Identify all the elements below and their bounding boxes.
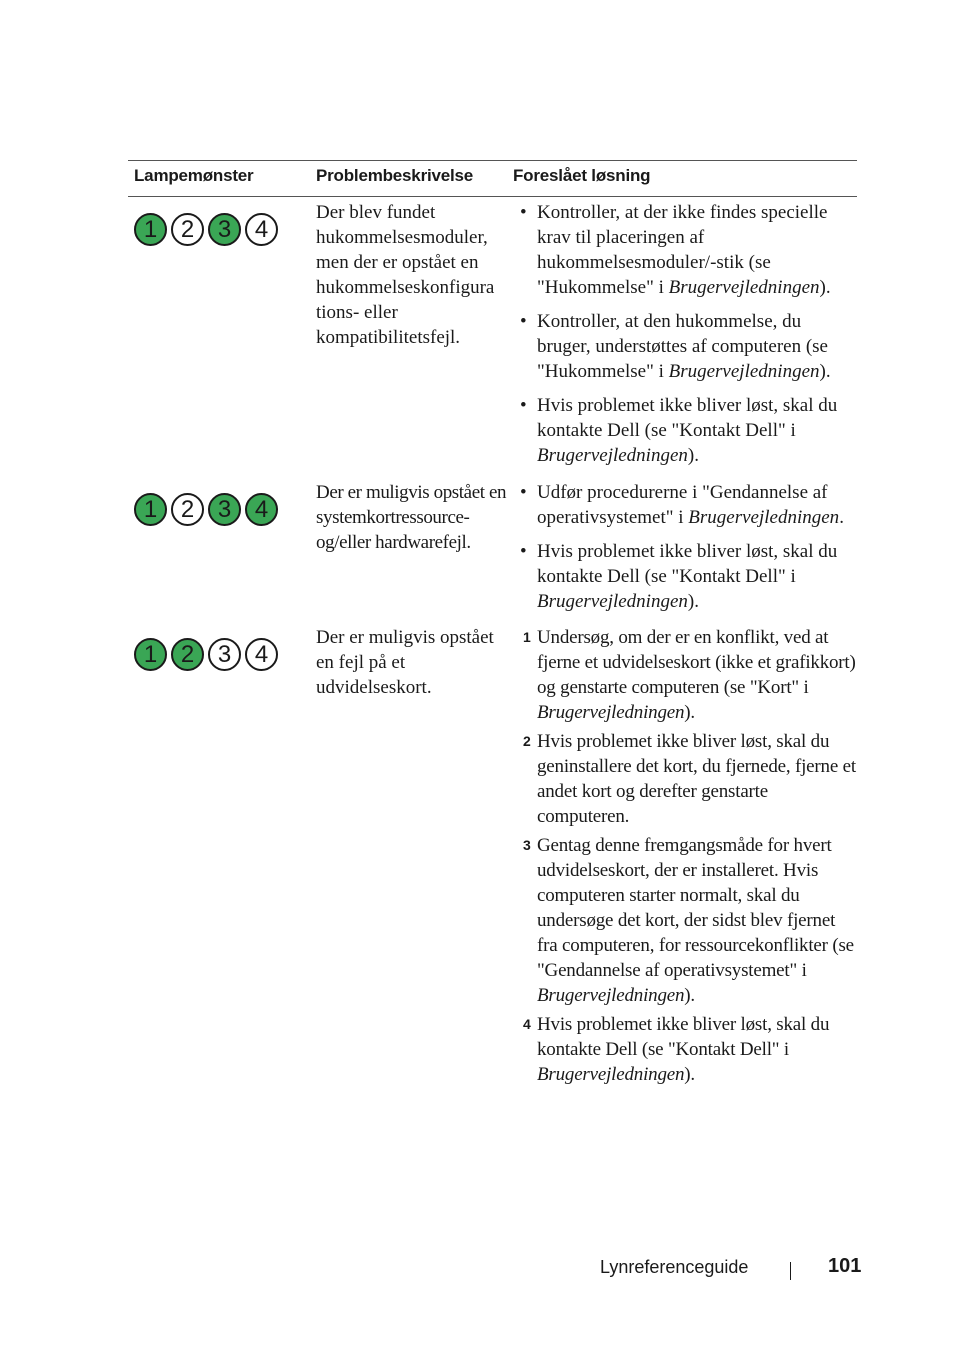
table-top-rule <box>128 160 857 161</box>
light-pattern <box>134 638 278 671</box>
diagnostic-light-2-off: 2 <box>171 213 204 246</box>
solution-text: Gentag denne fremgangsmåde for hvert udvidelseskort, der er installeret. Hvis computeren starter normalt, skal du undersøge det kort, der sidst blev fjernet fra computeren, for ressourcekonflikter (se "Gendannelse af operativsystemet" i <box>537 835 854 981</box>
user-guide-reference: Brugervejledningen <box>537 1064 685 1085</box>
bullet-item <box>513 539 859 614</box>
solution-list <box>513 625 859 1087</box>
diagnostic-light-1-on: 1 <box>134 638 167 671</box>
diagnostic-light-2-on: 2 <box>171 638 204 671</box>
header-light-pattern: Lampemønster <box>134 166 254 185</box>
solution-list <box>513 480 859 614</box>
solution-text: Kontroller, at den hukommelse, du bruger, understøttes af computeren (se "Hukommelse" i <box>537 311 828 382</box>
light-pattern <box>134 493 278 526</box>
numbered-step <box>513 625 859 725</box>
table-header-rule <box>128 196 857 197</box>
solution-list <box>513 200 859 468</box>
bullet-icon: • <box>520 202 527 223</box>
numbered-step <box>513 729 859 829</box>
diagnostic-light-4-on: 4 <box>245 493 278 526</box>
bullet-item <box>513 480 859 530</box>
problem-description: Der blev fundet hukommelsesmoduler, men der er opstået en hukommelseskonfigura tions- eller kompatibilitetsfejl. <box>316 202 495 348</box>
user-guide-reference: Brugervejledningen <box>688 507 840 528</box>
footer-guide-title: Lynreferenceguide <box>600 1257 749 1277</box>
solution-tail: ). <box>684 702 695 723</box>
user-guide-reference: Brugervejledningen <box>537 985 685 1006</box>
diagnostic-light-1-on: 1 <box>134 493 167 526</box>
solution-text: Undersøg, om der er en konflikt, ved at fjerne et udvidelseskort (ikke et grafikkort) og genstarte computeren (se "Kort" i <box>537 627 856 698</box>
bullet-item <box>513 393 859 468</box>
page-number: 101 <box>828 1255 862 1277</box>
bullet-icon: • <box>520 395 527 416</box>
step-number: 1 <box>523 629 531 645</box>
solution-text: Kontroller, at der ikke findes specielle krav til placeringen af hukommelsesmoduler/-stik (se "Hukommelse" i <box>537 202 828 298</box>
bullet-icon: • <box>520 541 527 562</box>
user-guide-reference: Brugervejledningen <box>537 702 685 723</box>
header-problem-description: Problembeskrivelse <box>316 166 474 185</box>
user-guide-reference: Brugervejledningen <box>668 277 820 298</box>
bullet-item <box>513 200 859 300</box>
bullet-icon: • <box>520 482 527 503</box>
solution-tail: ). <box>684 985 695 1006</box>
problem-description: Der er muligvis opstået en fejl på et udvidelseskort. <box>316 627 494 698</box>
diagnostic-light-2-off: 2 <box>171 493 204 526</box>
step-number: 3 <box>523 837 531 853</box>
diagnostic-light-3-on: 3 <box>208 213 241 246</box>
light-pattern <box>134 213 278 246</box>
solution-tail: . <box>839 507 844 528</box>
diagnostic-light-3-on: 3 <box>208 493 241 526</box>
diagnostic-light-4-off: 4 <box>245 638 278 671</box>
numbered-step <box>513 833 859 1008</box>
header-suggested-solution: Foreslået løsning <box>513 166 651 185</box>
solution-tail: ). <box>687 445 699 466</box>
bullet-item <box>513 309 859 384</box>
solution-text: Hvis problemet ikke bliver løst, skal du geninstallere det kort, du fjernede, fjerne et andet kort og derefter genstarte computeren. <box>537 731 856 827</box>
solution-tail: ). <box>819 277 831 298</box>
problem-description: Der er muligvis opstået en systemkortressource- og/eller hardwarefejl. <box>316 482 507 553</box>
solution-text: Hvis problemet ikke bliver løst, skal du kontakte Dell (se "Kontakt Dell" i <box>537 395 838 441</box>
diagnostic-light-1-on: 1 <box>134 213 167 246</box>
numbered-step <box>513 1012 859 1087</box>
step-number: 4 <box>523 1016 531 1032</box>
solution-text: Hvis problemet ikke bliver løst, skal du kontakte Dell (se "Kontakt Dell" i <box>537 541 838 587</box>
user-guide-reference: Brugervejledningen <box>537 445 688 466</box>
user-guide-reference: Brugervejledningen <box>668 361 820 382</box>
bullet-icon: • <box>520 311 527 332</box>
solution-text: Hvis problemet ikke bliver løst, skal du kontakte Dell (se "Kontakt Dell" i <box>537 1014 830 1060</box>
diagnostic-light-4-off: 4 <box>245 213 278 246</box>
footer-separator <box>790 1262 791 1280</box>
solution-tail: ). <box>684 1064 695 1085</box>
solution-tail: ). <box>687 591 699 612</box>
solution-text: Udfør procedurerne i "Gendannelse af operativsystemet" i <box>537 482 828 528</box>
user-guide-reference: Brugervejledningen <box>537 591 688 612</box>
step-number: 2 <box>523 733 531 749</box>
diagnostic-light-3-off: 3 <box>208 638 241 671</box>
solution-tail: ). <box>819 361 831 382</box>
